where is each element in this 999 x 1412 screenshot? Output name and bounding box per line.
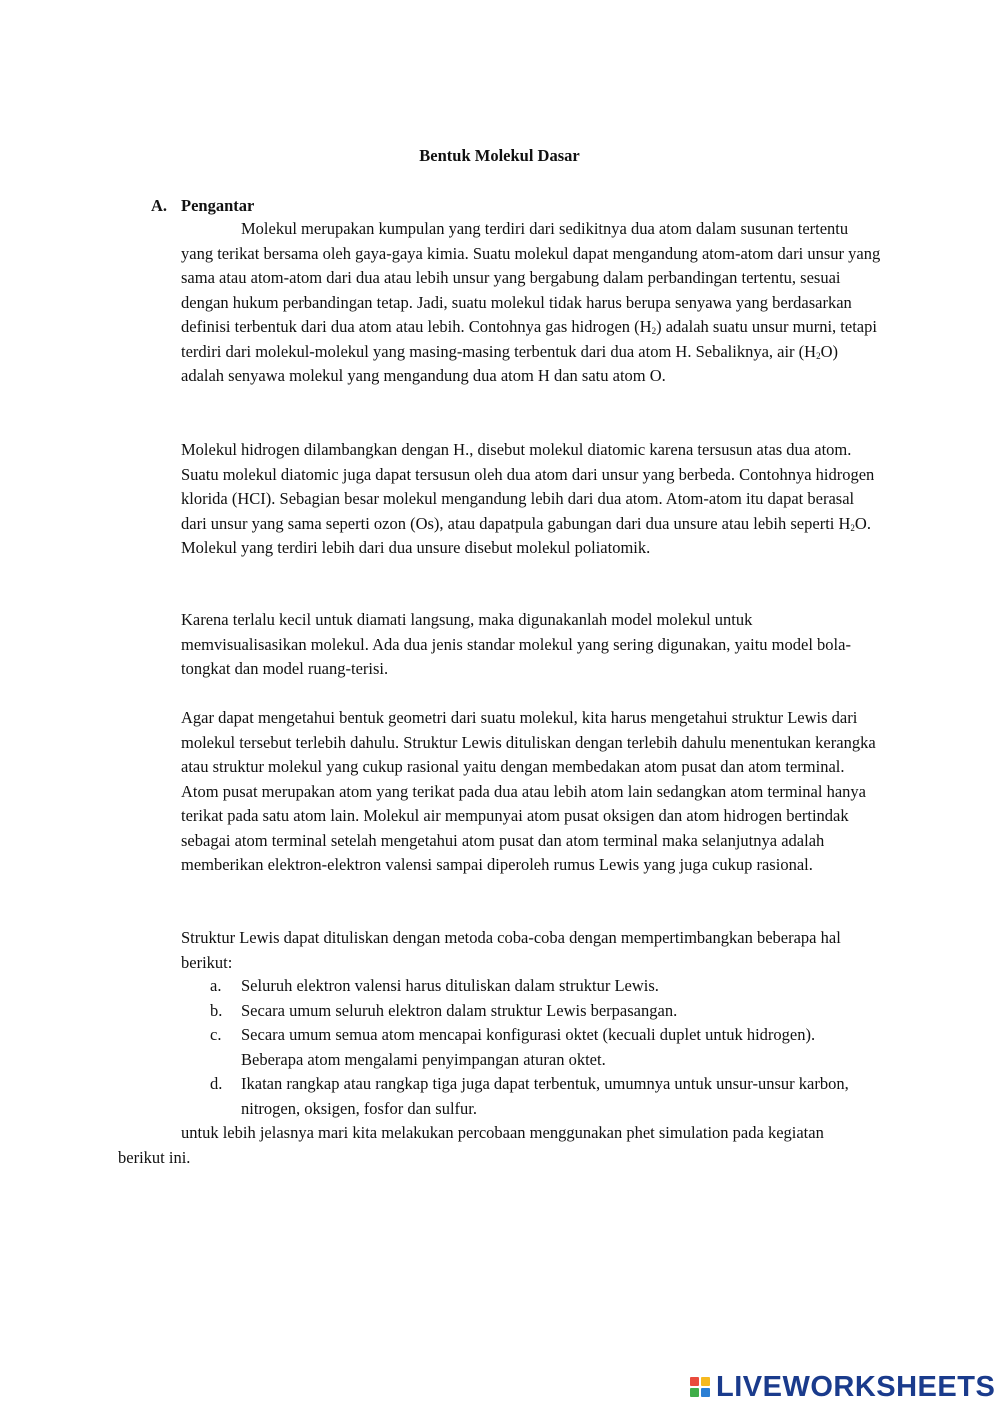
page-title: Bentuk Molekul Dasar: [419, 146, 580, 165]
list-text: Secara umum semua atom mencapai konfigurasi oktet (kecuali duplet untuk hidrogen). Beberapa atom mengalami penyimpangan aturan oktet.: [241, 1025, 816, 1069]
paragraph-text: Molekul merupakan kumpulan yang terdiri dari sedikitnya dua atom dalam susunan tertentu yang terikat bersama oleh gaya-gaya kimia. Suatu molekul dapat mengandung atom-atom dari unsur yang sama atau atom-atom dari dua atau lebih unsur yang bergabung dalam perbandingan tertentu, sesuai dengan hukum perbandingan tetap. Jadi, suatu molekul tidak harus berupa senyawa yang berdasarkan definisi terbentuk dari dua atom atau lebih. Contohnya gas hidrogen (H: [181, 219, 881, 336]
logo-tile: [690, 1377, 699, 1386]
paragraph-text: Molekul hidrogen dilambangkan dengan H., disebut molekul diatomic karena tersusun atas dua atom. Suatu molekul diatomic juga dapat tersusun oleh dua atom dari unsur yang berbeda. Contohnya hidrogen klorida (HCI). Sebagian besar molekul mengandung lebih dari dua atom. Atom-atom itu dapat berasal dari unsur yang sama seperti ozon (Os), atau dapatpula gabungan dari dua unsure atau lebih seperti H: [181, 440, 875, 533]
list-text: Secara umum seluruh elektron dalam struktur Lewis berpasangan.: [241, 1000, 678, 1020]
paragraph-rules-intro: Struktur Lewis dapat dituliskan dengan metoda coba-coba dengan mempertimbangkan beberapa hal berikut:: [181, 928, 841, 972]
logo-tile: [701, 1388, 710, 1397]
paragraph-lewis: Agar dapat mengetahui bentuk geometri dari suatu molekul, kita harus mengetahui struktur Lewis dari molekul tersebut terlebih dahulu. Struktur Lewis dituliskan dengan terlebih dahulu menentukan kerangka atau struktur molekul yang cukup rasional yaitu dengan membedakan atom pusat dan atom terminal. Atom pusat merupakan atom yang terikat pada dua atau lebih atom lain sedangkan atom terminal hanya terikat pada satu atom lain. Molekul air mempunyai atom pusat oksigen dan atom hidrogen bertindak sebagai atom terminal setelah mengetahui atom pusat dan atom terminal maka selanjutnya adalah memberikan elektron-elektron valensi sampai diperoleh rumus Lewis yang juga cukup rasional.: [181, 708, 876, 874]
list-item: [181, 999, 861, 1024]
paragraph-intro: [181, 217, 881, 389]
logo-icon: [690, 1377, 710, 1397]
paragraph-text: O. Molekul yang terdiri lebih dari dua unsure disebut molekul poliatomik.: [181, 513, 871, 557]
paragraph-text: ) adalah suatu unsur murni, tetapi terdiri dari molekul-molekul yang masing-masing terbentuk dari dua atom H. Sebaliknya, air (H: [181, 317, 877, 361]
logo-tile: [701, 1377, 710, 1386]
logo-tile: [690, 1388, 699, 1397]
logo-text: LIVEWORKSHEETS: [716, 1370, 996, 1403]
list-marker: d.: [210, 1074, 223, 1093]
liveworksheets-logo[interactable]: [690, 1372, 995, 1402]
list-item: [181, 1072, 861, 1121]
list-marker: c.: [210, 1025, 222, 1044]
section-heading: [151, 196, 254, 216]
list-item: [181, 974, 861, 999]
section-label: A.: [151, 196, 168, 215]
paragraph-diatomic: [181, 438, 881, 561]
list-marker: b.: [210, 1000, 223, 1020]
list-item: [181, 1023, 861, 1072]
paragraph-models: Karena terlalu kecil untuk diamati langsung, maka digunakanlah model molekul untuk memvisualisasikan molekul. Ada dua jenis standar molekul yang sering digunakan, yaitu model bola-tongkat dan model ruang-terisi.: [181, 610, 851, 678]
list-text: Seluruh elektron valensi harus dituliskan dalam struktur Lewis.: [241, 976, 659, 995]
list-marker: a.: [210, 976, 222, 995]
section-title: Pengantar: [181, 196, 255, 215]
paragraph-text: O) adalah senyawa molekul yang mengandung dua atom H dan satu atom O.: [181, 341, 839, 385]
list-text: Ikatan rangkap atau rangkap tiga juga dapat terbentuk, umumnya untuk unsur-unsur karbon, nitrogen, oksigen, fosfor dan sulfur.: [241, 1074, 849, 1118]
closing-paragraph: untuk lebih jelasnya mari kita melakukan percobaan menggunakan phet simulation pada kegiatan berikut ini.: [118, 1123, 824, 1167]
subscript: 2: [651, 326, 657, 336]
subscript: 2: [816, 350, 821, 361]
subscript: 2: [850, 522, 855, 533]
rules-list: [181, 974, 861, 1121]
